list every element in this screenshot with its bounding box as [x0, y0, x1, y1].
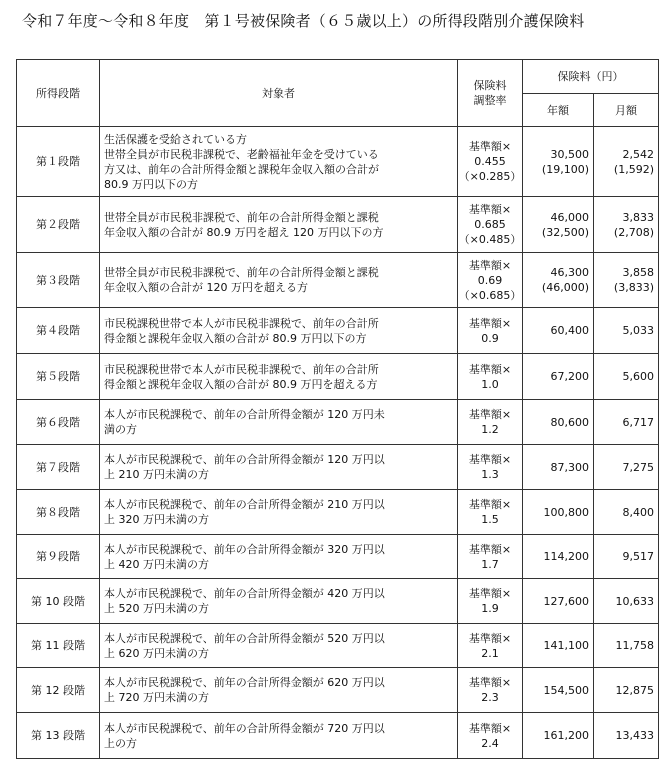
- monthly-cell: [594, 535, 659, 579]
- header-rate: [458, 60, 523, 127]
- rate-line: 基準額×: [468, 408, 512, 421]
- target-line: 得金額と課税年金収入額の合計が 80.9 万円以下の方: [104, 331, 367, 345]
- target-line: 市民税課税世帯で本人が市民税非課税で、前年の合計所: [104, 362, 379, 376]
- stage-cell: 第５段階: [17, 354, 100, 400]
- rate-cell: [458, 308, 523, 354]
- monthly-cell: [594, 713, 659, 759]
- monthly-value: 7,275: [622, 460, 654, 474]
- target-cell: [100, 253, 458, 308]
- target-line: 世帯全員が市民税非課税で、老齢福祉年金を受けている: [104, 147, 379, 161]
- annual-value: 141,100: [543, 639, 589, 652]
- stage-cell: 第４段階: [17, 308, 100, 354]
- monthly-cell: [594, 127, 659, 197]
- target-line: 世帯全員が市民税非課税で、前年の合計所得金額と課税: [104, 210, 379, 224]
- annual-value: 60,400: [550, 324, 589, 337]
- header-premium: 保険料（円）: [523, 60, 659, 94]
- stage-cell: 第８段階: [17, 490, 100, 535]
- target-cell: [100, 400, 458, 445]
- monthly-value: (1,592): [613, 162, 654, 176]
- rate-line: 0.685: [474, 218, 506, 231]
- rate-cell: [458, 490, 523, 535]
- table-row: [17, 197, 659, 253]
- table-row: [17, 253, 659, 308]
- annual-value: 161,200: [543, 729, 589, 742]
- target-line: 上 620 万円未満の方: [104, 646, 209, 660]
- rate-line: 基準額×: [468, 498, 512, 511]
- target-cell: [100, 713, 458, 759]
- table-row: [17, 354, 659, 400]
- annual-cell: [523, 713, 594, 759]
- table-row: [17, 127, 659, 197]
- annual-cell: [523, 490, 594, 535]
- rate-line: 1.9: [481, 602, 499, 615]
- annual-value: (46,000): [541, 281, 589, 294]
- rate-line: 2.1: [481, 646, 499, 660]
- target-line: 年金収入額の合計が 120 万円を超える方: [104, 281, 308, 294]
- target-line: 方又は、前年の合計所得金額と課税年金収入額の合計が: [104, 162, 379, 176]
- rate-cell: [458, 579, 523, 624]
- monthly-value: 5,600: [622, 370, 654, 383]
- header-rate-line1: 保険料: [473, 79, 507, 92]
- table-row: [17, 624, 659, 668]
- rate-line: 基準額×: [468, 542, 512, 556]
- rate-line: 基準額×: [468, 203, 512, 216]
- rate-cell: [458, 713, 523, 759]
- annual-value: 46,300: [550, 266, 589, 279]
- target-line: 年金収入額の合計が 80.9 万円を超え 120 万円以下の方: [104, 225, 384, 239]
- premium-table: [16, 59, 659, 759]
- monthly-value: 8,400: [622, 505, 654, 519]
- annual-cell: [523, 535, 594, 579]
- annual-value: 80,600: [550, 415, 589, 429]
- annual-value: 100,800: [543, 505, 589, 519]
- stage-cell: 第７段階: [17, 445, 100, 490]
- rate-line: 1.5: [481, 513, 499, 526]
- target-cell: [100, 197, 458, 253]
- monthly-value: 3,833: [622, 210, 654, 224]
- monthly-cell: [594, 624, 659, 668]
- target-cell: [100, 445, 458, 490]
- stage-cell: 第３段階: [17, 253, 100, 308]
- annual-value: 46,000: [550, 210, 589, 224]
- target-line: 上 720 万円未満の方: [104, 691, 209, 704]
- monthly-cell: [594, 490, 659, 535]
- target-line: 満の方: [104, 423, 137, 436]
- annual-value: 87,300: [550, 460, 589, 474]
- target-cell: [100, 624, 458, 668]
- monthly-value: 13,433: [615, 729, 654, 742]
- table-header: [17, 60, 659, 127]
- target-cell: [100, 535, 458, 579]
- target-cell: [100, 579, 458, 624]
- annual-cell: [523, 668, 594, 713]
- rate-line: 基準額×: [468, 316, 512, 330]
- target-line: 生活保護を受給されている方: [104, 132, 247, 146]
- rate-line: （×0.285）: [458, 170, 522, 183]
- table-row: [17, 308, 659, 354]
- stage-cell: 第２段階: [17, 197, 100, 253]
- table-row: [17, 400, 659, 445]
- stage-cell: 第６段階: [17, 400, 100, 445]
- target-line: 本人が市民税課税で、前年の合計所得金額が 120 万円未: [104, 408, 385, 421]
- table-row: [17, 579, 659, 624]
- monthly-cell: [594, 308, 659, 354]
- rate-line: 基準額×: [468, 721, 512, 735]
- table-row: [17, 445, 659, 490]
- target-line: 上 320 万円未満の方: [104, 513, 209, 526]
- annual-value: 114,200: [543, 550, 589, 563]
- monthly-cell: [594, 445, 659, 490]
- target-line: 本人が市民税課税で、前年の合計所得金額が 520 万円以: [104, 631, 385, 645]
- monthly-cell: [594, 579, 659, 624]
- annual-value: 67,200: [550, 370, 589, 383]
- monthly-value: (3,833): [613, 281, 654, 294]
- annual-cell: [523, 624, 594, 668]
- stage-cell: 第 13 段階: [17, 713, 100, 759]
- rate-line: 0.455: [474, 155, 506, 168]
- target-line: 上の方: [104, 736, 137, 750]
- rate-line: 基準額×: [468, 362, 512, 376]
- monthly-value: 6,717: [622, 415, 654, 429]
- target-line: 市民税課税世帯で本人が市民税非課税で、前年の合計所: [104, 316, 379, 330]
- annual-cell: [523, 308, 594, 354]
- annual-value: 30,500: [550, 147, 589, 161]
- rate-line: 0.9: [481, 331, 499, 345]
- stage-cell: 第１段階: [17, 127, 100, 197]
- target-line: 世帯全員が市民税非課税で、前年の合計所得金額と課税: [104, 266, 379, 279]
- rate-line: 0.69: [477, 273, 503, 287]
- target-line: 上 520 万円未満の方: [104, 602, 209, 615]
- target-cell: [100, 668, 458, 713]
- target-line: 上 420 万円未満の方: [104, 557, 209, 571]
- annual-cell: [523, 579, 594, 624]
- monthly-value: 5,033: [622, 324, 654, 337]
- monthly-value: 11,758: [615, 639, 654, 652]
- rate-line: 2.4: [481, 736, 499, 750]
- stage-cell: 第 12 段階: [17, 668, 100, 713]
- rate-line: 基準額×: [468, 631, 512, 645]
- annual-cell: [523, 197, 594, 253]
- rate-line: 1.3: [481, 468, 499, 481]
- stage-cell: 第９段階: [17, 535, 100, 579]
- target-line: 本人が市民税課税で、前年の合計所得金額が 420 万円以: [104, 587, 385, 600]
- target-line: 本人が市民税課税で、前年の合計所得金額が 620 万円以: [104, 676, 385, 689]
- target-line: 本人が市民税課税で、前年の合計所得金額が 320 万円以: [104, 542, 385, 556]
- rate-line: 1.2: [481, 423, 499, 436]
- table-row: [17, 535, 659, 579]
- monthly-cell: [594, 253, 659, 308]
- stage-cell: 第 10 段階: [17, 579, 100, 624]
- rate-cell: [458, 197, 523, 253]
- rate-line: 基準額×: [468, 140, 512, 153]
- rate-cell: [458, 624, 523, 668]
- target-line: 得金額と課税年金収入額の合計が 80.9 万円を超える方: [104, 377, 378, 391]
- annual-cell: [523, 354, 594, 400]
- target-line: 本人が市民税課税で、前年の合計所得金額が 720 万円以: [104, 721, 385, 735]
- annual-cell: [523, 127, 594, 197]
- rate-cell: [458, 253, 523, 308]
- monthly-cell: [594, 354, 659, 400]
- annual-cell: [523, 253, 594, 308]
- monthly-value: 2,542: [622, 147, 654, 161]
- table-row: [17, 668, 659, 713]
- table-body: [17, 127, 659, 759]
- target-cell: [100, 354, 458, 400]
- monthly-cell: [594, 668, 659, 713]
- annual-value: 154,500: [543, 683, 589, 697]
- rate-cell: [458, 127, 523, 197]
- rate-cell: [458, 400, 523, 445]
- rate-line: 1.7: [481, 557, 499, 571]
- rate-line: 1.0: [481, 377, 499, 391]
- header-stage: 所得段階: [17, 60, 100, 127]
- target-cell: [100, 127, 458, 197]
- rate-cell: [458, 535, 523, 579]
- monthly-value: 3,858: [622, 266, 654, 279]
- target-cell: [100, 308, 458, 354]
- target-line: 上 210 万円未満の方: [104, 468, 209, 481]
- target-line: 本人が市民税課税で、前年の合計所得金額が 210 万円以: [104, 498, 385, 511]
- annual-cell: [523, 400, 594, 445]
- monthly-value: 12,875: [615, 683, 654, 697]
- header-rate-line2: 調整率: [473, 94, 507, 107]
- annual-value: 127,600: [543, 594, 589, 608]
- monthly-value: 10,633: [615, 594, 654, 608]
- header-annual: 年額: [523, 94, 594, 127]
- monthly-value: (2,708): [613, 225, 654, 239]
- annual-value: (32,500): [541, 225, 589, 239]
- rate-line: 基準額×: [468, 587, 512, 600]
- table-row: [17, 490, 659, 535]
- table-row: [17, 713, 659, 759]
- monthly-cell: [594, 400, 659, 445]
- stage-cell: 第 11 段階: [17, 624, 100, 668]
- monthly-cell: [594, 197, 659, 253]
- annual-cell: [523, 445, 594, 490]
- header-target: 対象者: [100, 60, 458, 127]
- rate-line: 基準額×: [468, 676, 512, 689]
- target-line: 80.9 万円以下の方: [104, 177, 198, 191]
- rate-line: （×0.485）: [458, 233, 522, 246]
- page-title: 令和７年度～令和８年度 第１号被保険者（６５歳以上）の所得段階別介護保険料: [22, 12, 585, 30]
- rate-line: 2.3: [481, 691, 499, 704]
- rate-cell: [458, 354, 523, 400]
- monthly-value: 9,517: [622, 550, 654, 563]
- rate-cell: [458, 668, 523, 713]
- header-monthly: 月額: [594, 94, 659, 127]
- rate-line: 基準額×: [468, 258, 512, 272]
- target-cell: [100, 490, 458, 535]
- target-line: 本人が市民税課税で、前年の合計所得金額が 120 万円以: [104, 453, 385, 466]
- annual-value: (19,100): [541, 162, 589, 176]
- rate-cell: [458, 445, 523, 490]
- rate-line: 基準額×: [468, 453, 512, 466]
- rate-line: （×0.685）: [458, 288, 522, 302]
